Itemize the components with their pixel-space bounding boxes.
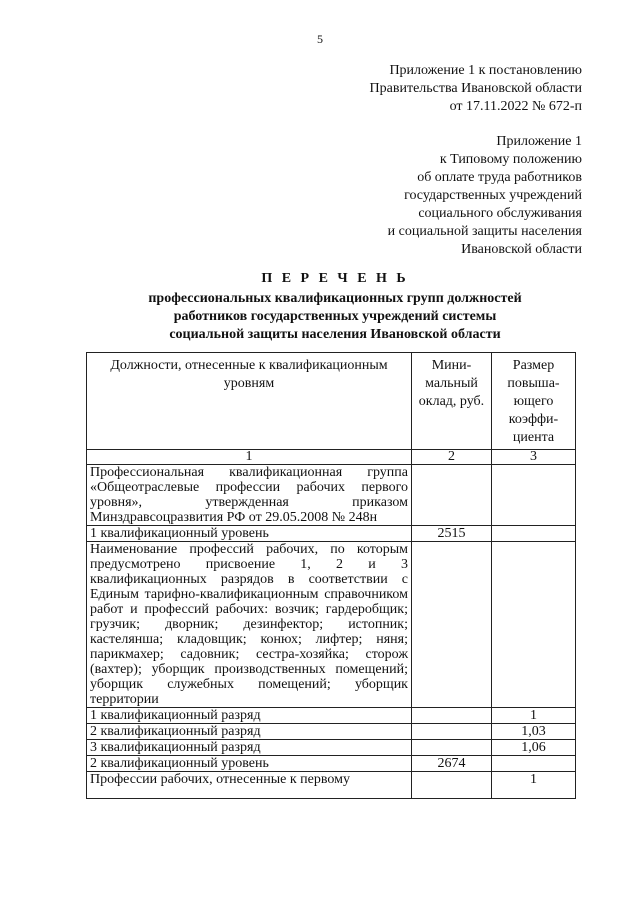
row-coef [492, 756, 576, 772]
table-row [87, 756, 576, 772]
document-title: П Е Р Е Ч Е Н Ь [261, 271, 409, 286]
column-number: 1 [87, 450, 412, 465]
row-salary [412, 465, 492, 526]
row-coef: 1 [492, 772, 576, 799]
appendix-line: об оплате труда работников [417, 170, 582, 185]
appendix-line: Приложение 1 к постановлению [389, 63, 582, 78]
table-row [87, 724, 576, 740]
row-position: Профессии рабочих, отнесенные к первому [87, 772, 412, 799]
document-heading [60, 270, 610, 344]
appendix-header-resolution [370, 62, 582, 116]
appendix-line: и социальной защиты населения [387, 224, 582, 239]
appendix-line: к Типовому положению [439, 152, 582, 167]
table-row [87, 542, 576, 708]
row-coef [492, 526, 576, 542]
heading-line: работников государственных учреждений системы [173, 309, 497, 324]
table-row [87, 708, 576, 724]
appendix-line: Правительства Ивановской области [369, 81, 582, 96]
appendix-header-regulation [388, 133, 582, 259]
appendix-line: от 17.11.2022 № 672-п [449, 99, 582, 114]
row-coef: 1 [492, 708, 576, 724]
row-salary [412, 708, 492, 724]
row-coef: 1,03 [492, 724, 576, 740]
table-row [87, 465, 576, 526]
row-salary [412, 740, 492, 756]
column-number-row [87, 450, 576, 465]
table-row [87, 526, 576, 542]
heading-line: профессиональных квалификационных групп должностей [148, 291, 522, 306]
column-number: 3 [492, 450, 576, 465]
column-number: 2 [412, 450, 492, 465]
appendix-line: Ивановской области [461, 242, 582, 257]
row-position: 1 квалификационный разряд [87, 708, 412, 724]
row-salary: 2515 [412, 526, 492, 542]
header-coefficient: Размер повыша-ющего коэффи-циента [492, 353, 576, 450]
row-position: 1 квалификационный уровень [87, 526, 412, 542]
qualification-table [86, 352, 576, 799]
table-header-row [87, 353, 576, 450]
row-salary [412, 724, 492, 740]
row-salary [412, 542, 492, 708]
row-position: 3 квалификационный разряд [87, 740, 412, 756]
table-row [87, 772, 576, 799]
heading-line: социальной защиты населения Ивановской области [169, 327, 501, 342]
row-position: Профессиональная квалификационная группа «Общеотраслевые профессии рабочих первого уровня», утвержденная приказом Минздравсоцразвития РФ от 29.05.2008 № 248н [87, 465, 412, 526]
row-coef: 1,06 [492, 740, 576, 756]
row-position: 2 квалификационный разряд [87, 724, 412, 740]
row-salary: 2674 [412, 756, 492, 772]
row-coef [492, 542, 576, 708]
appendix-line: Приложение 1 [496, 134, 582, 149]
row-coef [492, 465, 576, 526]
header-positions: Должности, отнесенные к квалификационным уровням [87, 353, 412, 450]
row-position: 2 квалификационный уровень [87, 756, 412, 772]
appendix-line: социального обслуживания [418, 206, 582, 221]
page-number: 5 [317, 32, 323, 46]
row-position: Наименование профессий рабочих, по которым предусмотрено присвоение 1, 2 и 3 квалификационных разрядов в соответствии с Единым тарифно-квалификационным справочником работ и профессий рабочих: возчик; гардеробщик; грузчик; дворник; дезинфектор; истопник; кастелянша; кладовщик; конюх; лифтер; няня; парикмахер; садовник; сестра-хозяйка; сторож (вахтер); уборщик производственных помещений; уборщик служебных помещений; уборщик территории [87, 542, 412, 708]
appendix-line: государственных учреждений [404, 188, 582, 203]
row-salary [412, 772, 492, 799]
table-row [87, 740, 576, 756]
header-min-salary: Мини-мальный оклад, руб. [412, 353, 492, 450]
